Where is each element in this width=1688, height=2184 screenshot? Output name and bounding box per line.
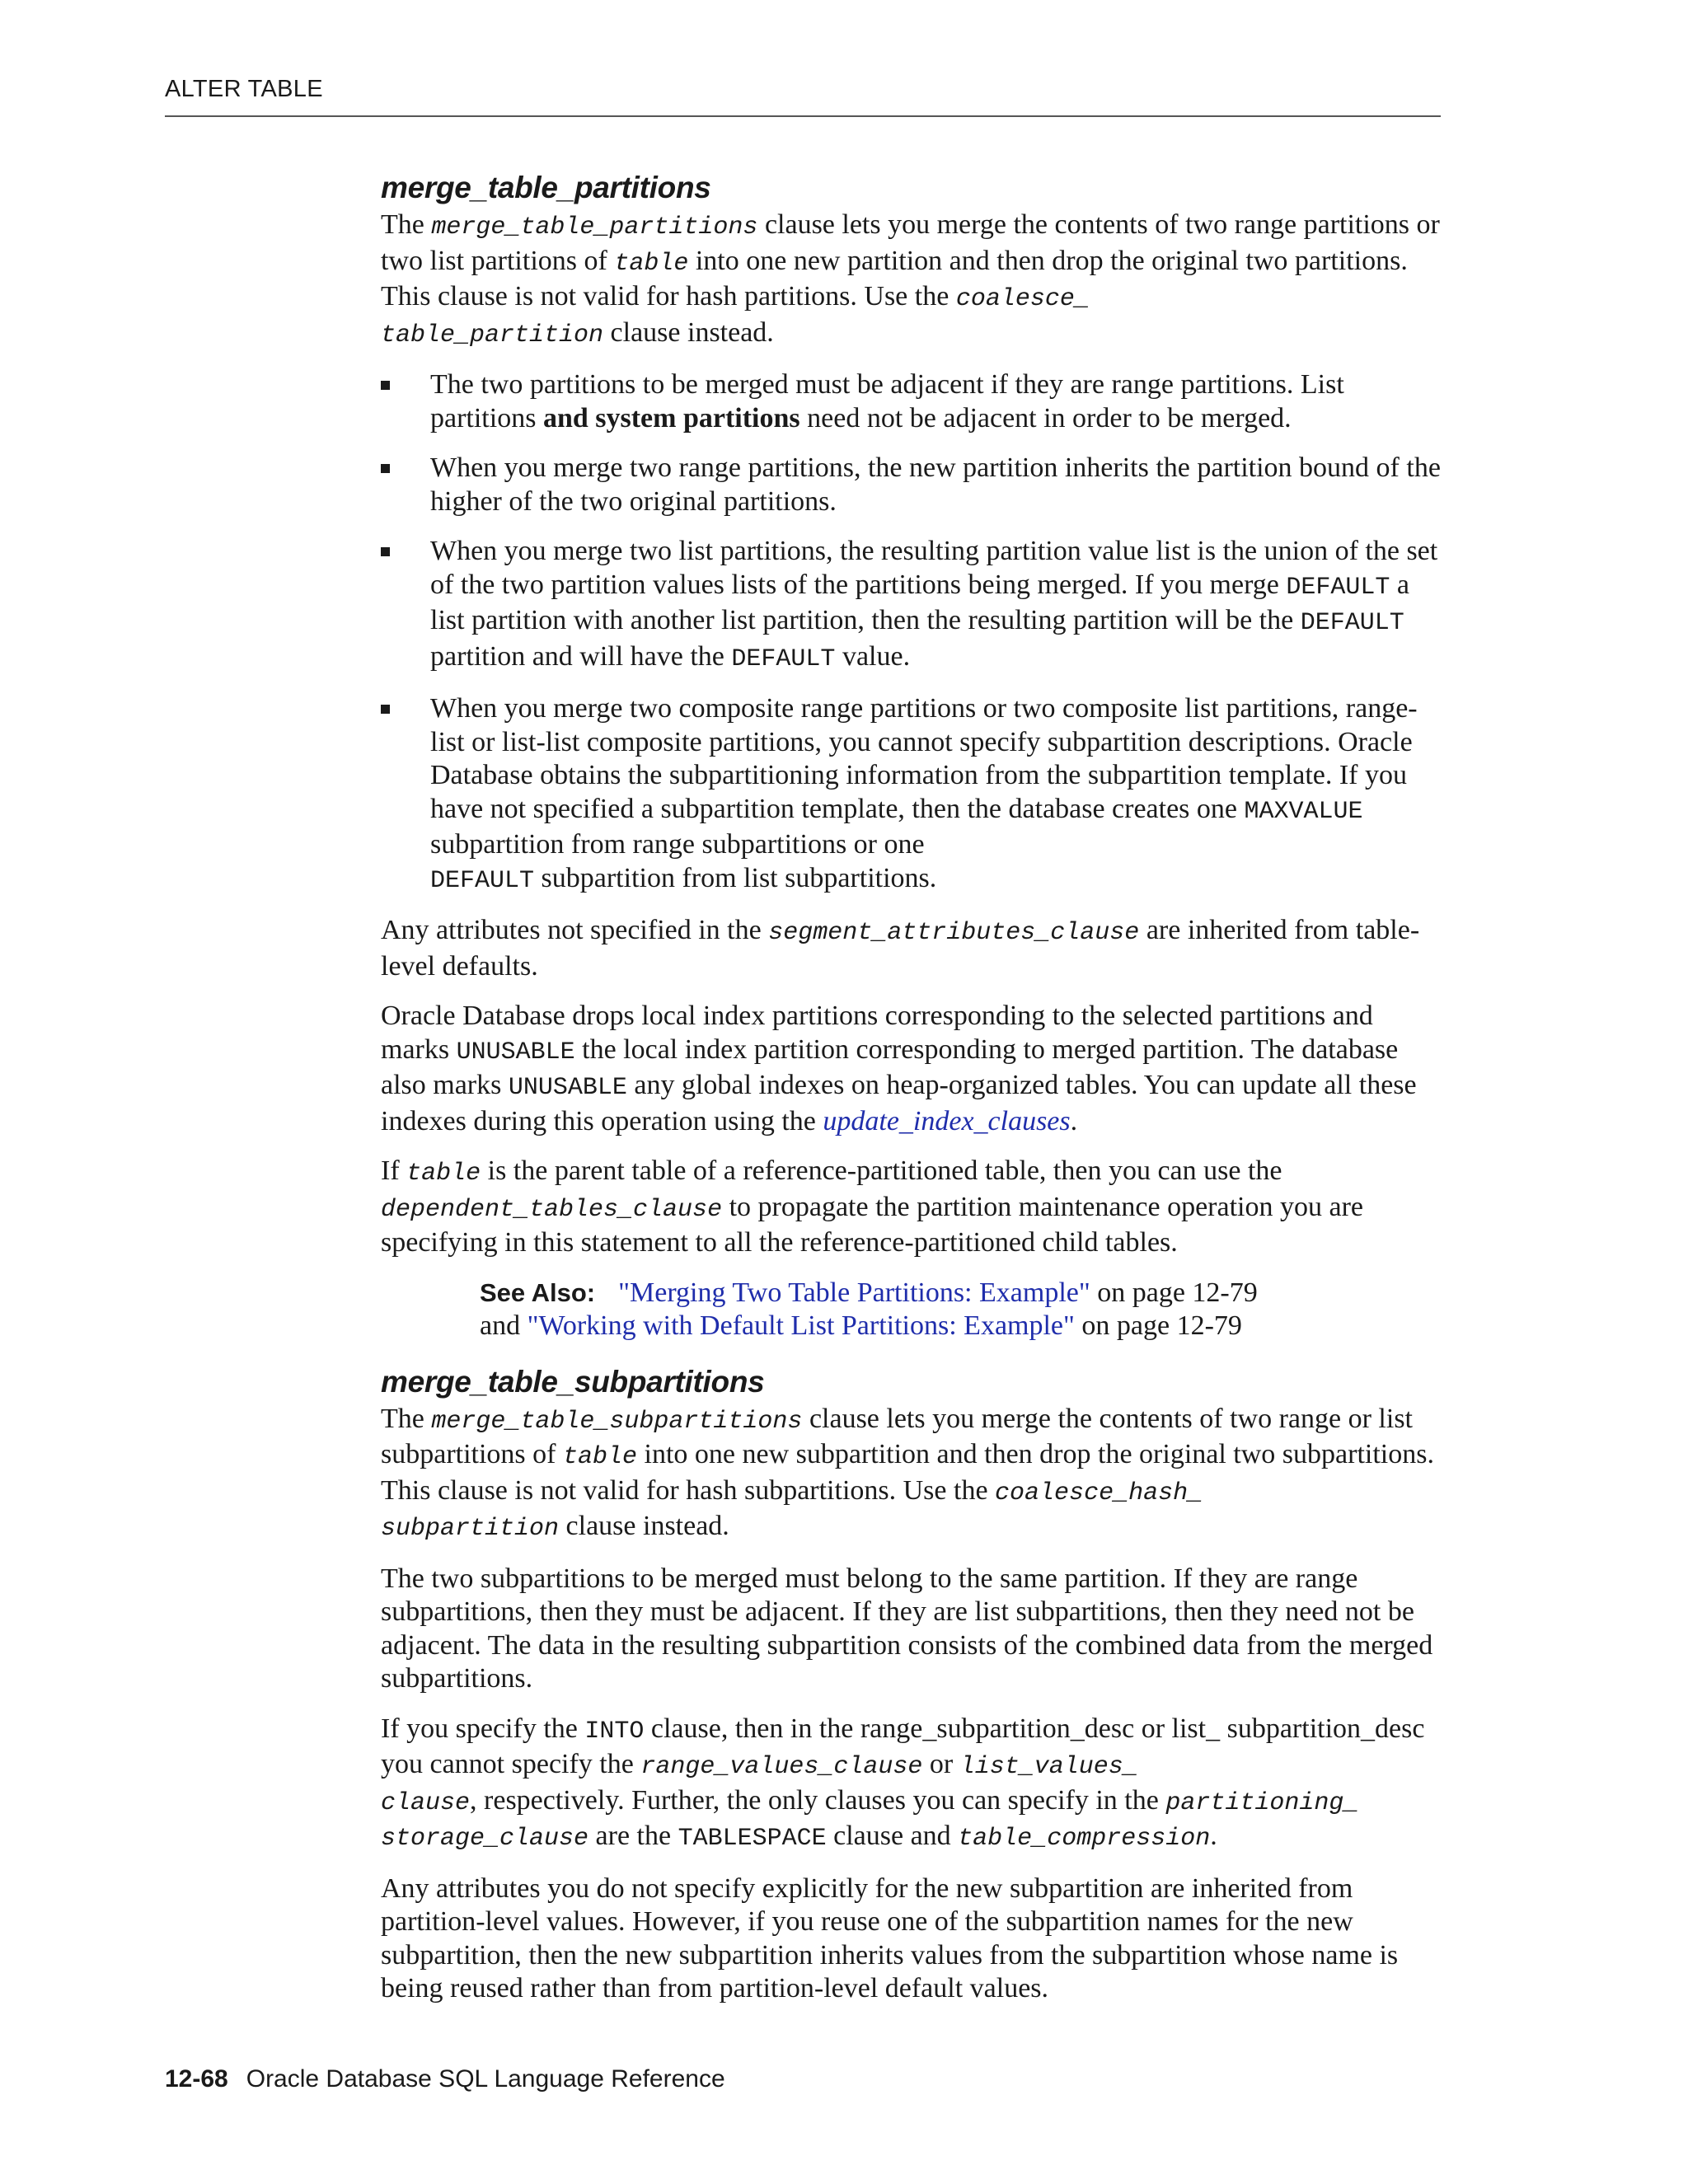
code-term: table: [614, 249, 689, 278]
code-term: range_values_clause: [640, 1753, 923, 1781]
paragraph-inherited-attributes: Any attributes you do not specify explicitly for the new subpartition are inherited from partition-level values. However, if you reuse one of the subpartition names for the new subpartition, then the new subpartition inherits values from the subpartition whose name is being reused rather than from partition-level default values.: [381, 1872, 1399, 2004]
text-span: subpartition from list subpartitions.: [534, 862, 937, 893]
code-term: DEFAULT: [1300, 609, 1404, 637]
text-span: The: [381, 1403, 432, 1434]
link-working-with-default-list-partitions-example[interactable]: "Working with Default List Partitions: Example": [527, 1310, 1075, 1341]
paragraph-dependent-tables: [381, 1155, 1444, 1260]
text-span: to propagate the partition maintenance operation you are specifying in this statement to all the reference-partitioned child tables.: [381, 1191, 1363, 1258]
code-term: partitioning_: [1165, 1788, 1359, 1817]
text-span: need not be adjacent in order to be merged.: [799, 402, 1292, 434]
code-term: segment_attributes_clause: [768, 919, 1140, 947]
paragraph-same-partition: The two subpartitions to be merged must belong to the same partition. If they are range subpartitions, then they must be adjacent. If they are list subpartitions, then they need not be adjacent. The data in the resulting subpartition consists of the combined data from the merged subpartitions.: [381, 1563, 1433, 1694]
code-term: list_values_: [959, 1753, 1138, 1781]
see-also-label: See Also:: [480, 1277, 596, 1307]
code-term: subpartition: [381, 1515, 560, 1543]
code-term: dependent_tables_clause: [381, 1195, 723, 1224]
text-span: into one new partition and then drop the original two partitions. This clause is not valid for hash partitions. Use the: [381, 245, 1408, 312]
code-term: DEFAULT: [430, 866, 535, 895]
text-span: clause and: [826, 1821, 959, 1851]
text-span: are inherited from table-level defaults.: [381, 915, 1420, 982]
text-span: subpartition from range subpartitions or one: [430, 829, 925, 860]
text-span: If: [381, 1155, 407, 1186]
code-term: merge_table_subpartitions: [431, 1407, 803, 1436]
code-term: clause: [381, 1788, 471, 1817]
text-span: When you merge two list partitions, the resulting partition value list is the union of the set of the two partition values lists of the partitions being merged. If you merge: [430, 536, 1438, 600]
see-also-note: [480, 1277, 1444, 1343]
text-span: is the parent table of a reference-partitioned table, then you can use the: [481, 1155, 1282, 1186]
code-term: DEFAULT: [1286, 573, 1390, 602]
code-term: coalesce_: [955, 285, 1090, 313]
text-span: clause instead.: [559, 1511, 729, 1541]
main-content: [381, 169, 1444, 2022]
text-span: clause lets you merge the contents of two range partitions or two list partitions of: [381, 209, 1440, 276]
text-span: partition and will have the: [430, 640, 732, 672]
paragraph-index-partitions: [381, 1000, 1444, 1138]
paragraph-merge-subpartitions-intro: [381, 1403, 1444, 1546]
link-update-index-clauses[interactable]: update_index_clauses: [823, 1105, 1071, 1137]
header-divider: [165, 115, 1441, 117]
code-term: DEFAULT: [731, 644, 836, 673]
text-span: or: [922, 1749, 960, 1779]
bullet-square-icon: [381, 547, 390, 556]
bullet-square-icon: [381, 381, 390, 390]
list-item: [381, 452, 1444, 518]
text-span: .: [1210, 1821, 1217, 1851]
section-heading-merge-table-partitions: merge_table_partitions: [381, 171, 711, 204]
code-term: UNUSABLE: [508, 1074, 627, 1102]
paragraph-into-clause: [381, 1713, 1444, 1856]
paragraph-attributes: [381, 914, 1444, 983]
running-header-title: ALTER TABLE: [165, 76, 323, 102]
text-span: clause lets you merge the contents of two range or list subpartitions of: [381, 1403, 1413, 1469]
code-term: storage_clause: [381, 1825, 589, 1853]
code-term: UNUSABLE: [456, 1038, 575, 1066]
list-item: [381, 535, 1444, 676]
text-span: value.: [835, 640, 911, 672]
text-span: a list partition with another list partition, then the resulting partition will be the: [430, 569, 1409, 635]
text-span: into one new subpartition and then drop the original two subpartitions. This clause is not valid for hash subpartitions. Use the: [381, 1439, 1434, 1506]
bold-text: and system partitions: [542, 402, 800, 434]
text-span: clause, then in the range_subpartition_desc or list_ subpartition_desc you cannot specify the: [381, 1713, 1425, 1779]
code-term: table_compression: [958, 1825, 1211, 1853]
text-span: When you merge two composite range partitions or two composite list partitions, range-list or list-list composite partitions, you cannot specify subpartition descriptions. Oracle Database obtains the subpartitioning information from the subpartition template. If you have not specified a subpartition template, then the database creates one: [430, 693, 1418, 824]
section-heading-merge-table-subpartitions: merge_table_subpartitions: [381, 1364, 765, 1399]
book-title: Oracle Database SQL Language Reference: [246, 2065, 725, 2093]
text-span: .: [1070, 1105, 1078, 1137]
bullet-square-icon: [381, 705, 390, 714]
text-span: When you merge two range partitions, the new partition inherits the partition bound of the higher of the two original partitions.: [430, 452, 1441, 517]
text-span: and: [480, 1310, 528, 1341]
text-span: Oracle Database drops local index partitions corresponding to the selected partitions and marks: [381, 1001, 1373, 1065]
code-term: table: [406, 1160, 481, 1188]
paragraph-merge-partitions-intro: [381, 209, 1444, 352]
text-span: The two partitions to be merged must be adjacent if they are range partitions. List partitions: [430, 369, 1344, 434]
page-footer: [165, 2065, 725, 2093]
text-span: , respectively. Further, the only clauses you can specify in the: [470, 1784, 1166, 1816]
code-term: table: [562, 1443, 637, 1471]
text-span: Any attributes not specified in the: [381, 915, 769, 945]
code-term: TABLESPACE: [678, 1825, 827, 1853]
bullet-square-icon: [381, 464, 390, 473]
list-item: [381, 692, 1444, 898]
code-term: table_partition: [381, 321, 604, 349]
bullet-list: [381, 368, 1444, 898]
link-merging-two-table-partitions-example[interactable]: "Merging Two Table Partitions: Example": [618, 1277, 1090, 1308]
text-span: are the: [588, 1821, 678, 1851]
text-span: on page 12-79: [1090, 1277, 1258, 1308]
text-span: If you specify the: [381, 1713, 585, 1744]
text-span: The: [381, 209, 432, 240]
page-number: 12-68: [165, 2065, 228, 2093]
code-term: MAXVALUE: [1244, 797, 1363, 826]
code-term: merge_table_partitions: [431, 213, 758, 241]
code-term: coalesce_hash_: [995, 1479, 1203, 1507]
text-span: the local index partition corresponding to merged partition. The database also marks: [381, 1033, 1399, 1100]
code-term: INTO: [584, 1717, 645, 1746]
text-span: on page 12-79: [1074, 1310, 1242, 1341]
text-span: clause instead.: [603, 316, 774, 348]
text-span: any global indexes on heap-organized tables. You can update all these indexes during this operation using the: [381, 1070, 1417, 1137]
list-item: [381, 368, 1444, 435]
